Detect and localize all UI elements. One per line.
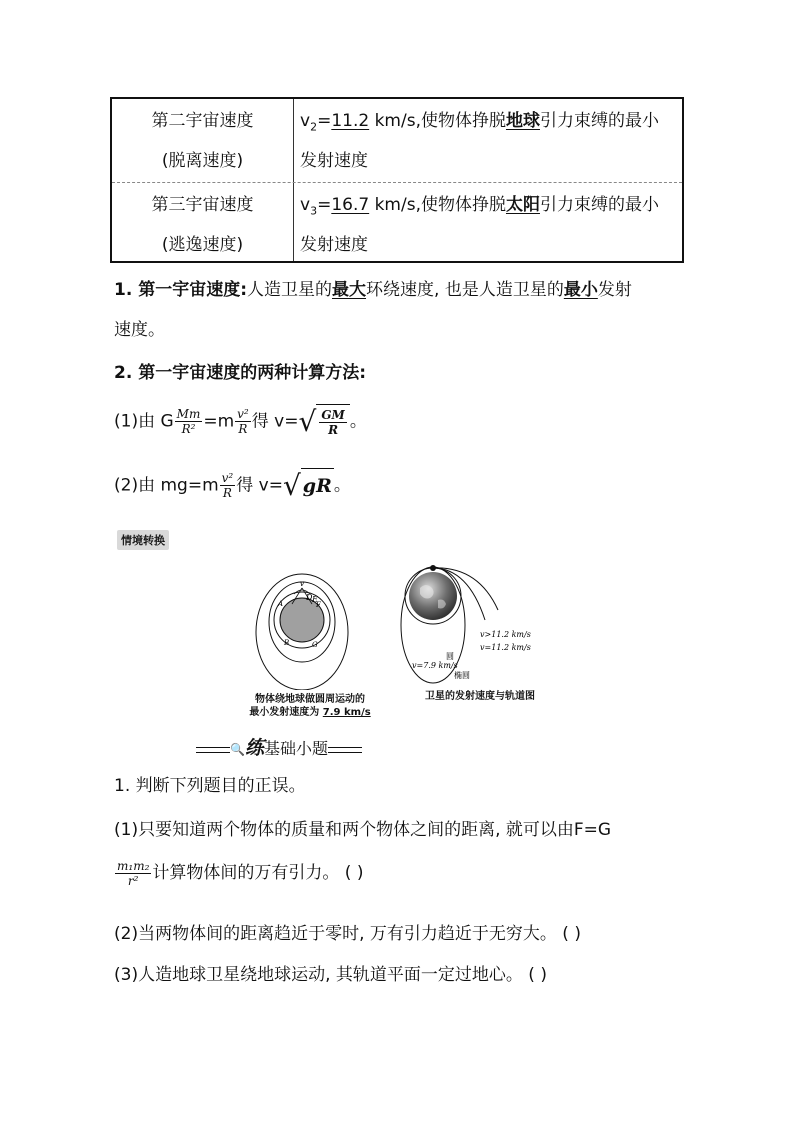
question-2: (2)当两物体间的距离趋近于零时, 万有引力趋近于无穷大。 ( )	[114, 924, 581, 944]
method2-frac: $\frac{\text{v²}}{R}$	[221, 471, 234, 500]
fig1-label-v: v	[299, 579, 305, 588]
fig2-label-circle: 圆	[446, 652, 454, 661]
point2-heading: 2. 第一宇宙速度的两种计算方法:	[114, 363, 367, 383]
row3-name: 第三宇宙速度	[151, 195, 254, 215]
fig1-label-d: D	[306, 593, 313, 602]
row2-desc: $v_2=11.2$ km/s,使物体挣脱地球引力束缚的最小	[300, 111, 659, 134]
fig1-label-b: B	[284, 639, 290, 647]
point1-line2: 速度。	[114, 320, 165, 340]
row2-alias: (脱离速度)	[161, 151, 244, 171]
fig1-label-g: G	[312, 641, 318, 649]
orbit-diagram-1	[254, 560, 354, 690]
row3-alias: (逃逸速度)	[161, 235, 244, 255]
earth-icon	[409, 572, 457, 620]
row3-desc-cont: 发射速度	[300, 235, 368, 255]
fig2-label-ellipse: 椭圆	[454, 671, 470, 680]
orbit-diagram-2	[390, 560, 540, 685]
method1-frac2: $\frac{\text{v²}}{R}$	[237, 407, 249, 436]
section-rule-right	[328, 747, 362, 753]
method2-formula: (2)由 mg=m $\frac{\text{v²}}{R}$ 得 v=√ gR 。	[114, 468, 351, 502]
point1-line1: 1. 第一宇宙速度:人造卫星的最大环绕速度, 也是人造卫星的最小发射	[114, 280, 632, 300]
question-1-line1: (1)只要知道两个物体的质量和两个物体之间的距离, 就可以由F=G	[114, 820, 612, 840]
row3-keyword: 太阳	[505, 195, 540, 215]
situation-tag: 情境转换	[117, 530, 169, 550]
fig1-label-a: A	[278, 600, 284, 608]
fig2-label-gt: v>11.2 km/s	[480, 630, 531, 639]
row2-keyword: 地球	[505, 111, 540, 131]
table-row-divider	[112, 182, 682, 183]
fig1-label-e: E	[312, 595, 318, 604]
row2-value: 11.2	[331, 111, 370, 131]
row2-desc-cont: 发射速度	[300, 151, 368, 171]
fig1-caption: 物体绕地球做圆周运动的 最小发射速度为 7.9 km/s	[249, 694, 371, 718]
magnifier-icon: 🔍	[230, 742, 245, 757]
row2-name: 第二宇宙速度	[151, 111, 254, 131]
row3-desc: $v_3=16.7$ km/s,使物体挣脱太阳引力束缚的最小	[300, 195, 659, 218]
question-1-line2: $\frac{\text{m₁m₂}}{\text{r²}}$ 计算物体间的万有引力。 ( )	[117, 858, 364, 888]
q1-frac: $\frac{\text{m₁m₂}}{\text{r²}}$	[117, 858, 150, 888]
method1-frac1: $\frac{Mm}{\text{R²}}$	[176, 407, 201, 436]
question-3: (3)人造地球卫星绕地球运动, 其轨道平面一定过地心。 ( )	[114, 965, 547, 985]
section-rule-left	[196, 747, 230, 753]
question-intro: 1. 判断下列题目的正误。	[114, 776, 306, 796]
fig2-label-79: v=7.9 km/s	[412, 661, 458, 670]
fig2-caption: 卫星的发射速度与轨道图	[425, 691, 535, 702]
method1-formula: (1)由 G $\frac{Mm}{\text{R²}}$ =m $\frac{\text{v²}}{R}$ 得 v=√ $\frac{GM}{R}$ 。	[114, 404, 367, 438]
fig1-label-f: F	[316, 601, 321, 609]
section-heading: 🔍练基础小题	[196, 733, 362, 760]
velocity-table	[110, 97, 684, 263]
table-column-divider	[293, 99, 294, 261]
fig2-label-eq: v=11.2 km/s	[480, 643, 531, 652]
row3-value: 16.7	[331, 195, 370, 215]
